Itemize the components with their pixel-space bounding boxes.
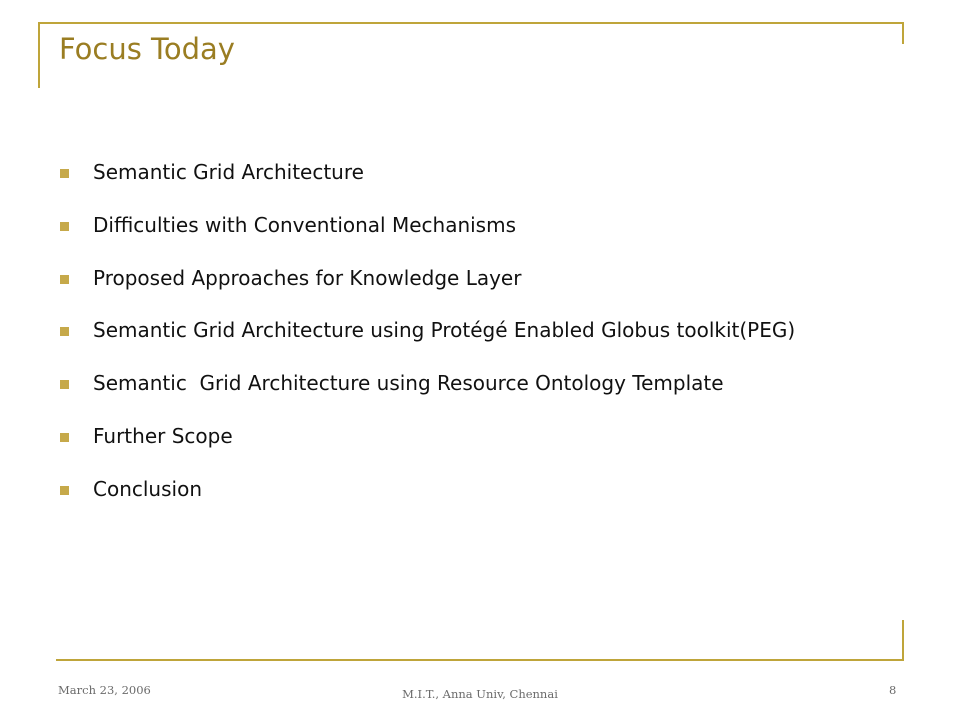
square-bullet-icon (60, 327, 69, 336)
list-item (60, 420, 795, 473)
square-bullet-icon (60, 433, 69, 442)
footer-date: March 23, 2006 (58, 683, 151, 697)
frame-top-rule (38, 22, 904, 24)
bullet-text: Proposed Approaches for Knowledge Layer (93, 265, 522, 290)
footer-organization: M.I.T., Anna Univ, Chennai (402, 687, 558, 701)
square-bullet-icon (60, 169, 69, 178)
frame-bottom-right-rule (902, 620, 904, 660)
list-item (60, 314, 795, 367)
bullet-text: Conclusion (93, 476, 202, 501)
slide-title: Focus Today (59, 32, 235, 66)
frame-bottom-rule (56, 659, 904, 661)
list-item (60, 262, 795, 315)
list-item (60, 473, 795, 526)
square-bullet-icon (60, 486, 69, 495)
bullet-text: Semantic Grid Architecture using Resource Ontology Template (93, 371, 724, 396)
bullet-text: Further Scope (93, 423, 233, 448)
list-item (60, 156, 795, 209)
list-item (60, 209, 795, 262)
bullet-text: Difficulties with Conventional Mechanisms (93, 212, 517, 237)
page-number: 8 (889, 683, 897, 697)
frame-right-rule (902, 22, 904, 44)
square-bullet-icon (60, 222, 69, 231)
bullet-text: Semantic Grid Architecture (93, 160, 364, 184)
bullet-text: Semantic Grid Architecture using Protégé Enabled Globus toolkit(PEG) (93, 318, 796, 343)
square-bullet-icon (60, 380, 69, 389)
list-item (60, 367, 795, 420)
bullet-list (60, 156, 795, 526)
square-bullet-icon (60, 275, 69, 284)
frame-left-rule (38, 22, 40, 88)
